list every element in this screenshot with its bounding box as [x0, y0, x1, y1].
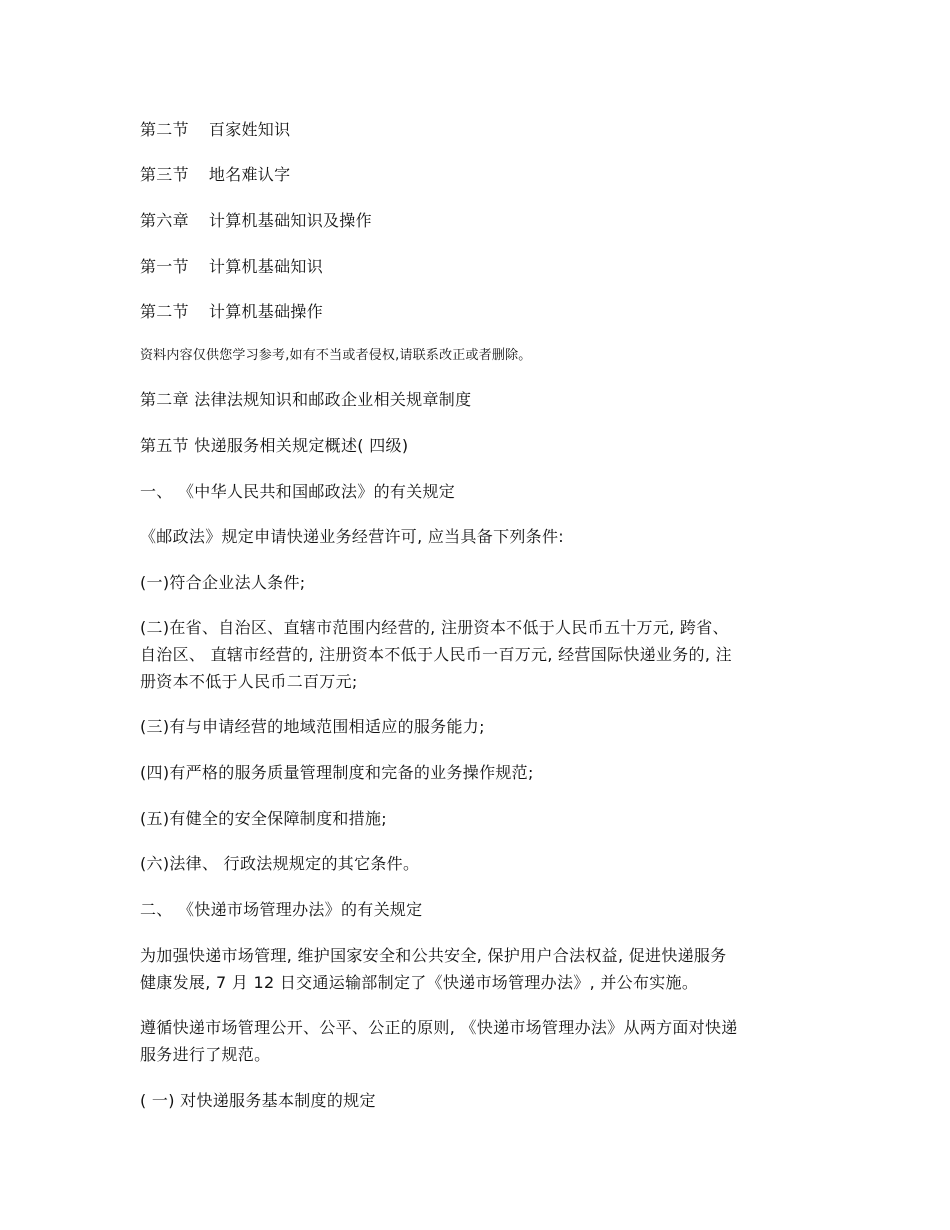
chapter-heading: 第二章 法律法规知识和邮政企业相关规章制度 [140, 390, 472, 409]
section-title: 百家姓知识 [208, 120, 291, 139]
paragraph-line: 为加强快递市场管理, 维护国家安全和公共安全, 保护用户合法权益, 促进快递服务 [140, 946, 727, 965]
section-number: 第三节 [140, 165, 189, 184]
toc-line [140, 302, 323, 322]
subsection-heading: ( 一) 对快递服务基本制度的规定 [140, 1091, 376, 1110]
chapter-title: 计算机基础知识及操作 [208, 211, 372, 230]
chapter-number: 第六章 [140, 211, 189, 230]
subsection-heading: 一、 《中华人民共和国邮政法》的有关规定 [140, 482, 456, 501]
section-title: 计算机基础知识 [208, 257, 324, 276]
paragraph: 《邮政法》规定申请快递业务经营许可, 应当具备下列条件: [140, 527, 564, 546]
list-item: (六)法律、 行政法规规定的其它条件。 [140, 854, 420, 873]
paragraph-line: 健康发展, 7 月 12 日交通运输部制定了《快递市场管理办法》, 并公布实施。 [140, 973, 699, 992]
list-item: (四)有严格的服务质量管理制度和完备的业务操作规范; [140, 763, 534, 782]
paragraph-line: 遵循快递市场管理公开、公平、公正的原则, 《快递市场管理办法》从两方面对快递 [140, 1018, 738, 1037]
disclaimer-text: 资料内容仅供您学习参考,如有不当或者侵权,请联系改正或者删除。 [140, 348, 532, 363]
toc-line [140, 211, 372, 231]
list-item-line: (二)在省、自治区、直辖市范围内经营的, 注册资本不低于人民币五十万元, 跨省、 [140, 618, 729, 637]
list-item-line: 册资本不低于人民币二百万元; [140, 672, 358, 691]
section-heading: 第五节 快递服务相关规定概述( 四级) [140, 436, 409, 455]
section-title: 计算机基础操作 [208, 302, 324, 321]
toc-line [140, 257, 323, 277]
section-title: 地名难认字 [208, 165, 291, 184]
paragraph-line: 服务进行了规范。 [140, 1045, 271, 1064]
list-item: (五)有健全的安全保障制度和措施; [140, 809, 387, 828]
list-item-line: 自治区、 直辖市经营的, 注册资本不低于人民币一百万元, 经营国际快递业务的, 注 [140, 645, 732, 664]
list-item: (一)符合企业法人条件; [140, 573, 306, 592]
section-number: 第二节 [140, 120, 189, 139]
subsection-heading: 二、 《快递市场管理办法》的有关规定 [140, 900, 423, 919]
toc-line [140, 165, 290, 185]
list-item: (三)有与申请经营的地域范围相适应的服务能力; [140, 717, 485, 736]
section-number: 第二节 [140, 302, 189, 321]
section-number: 第一节 [140, 257, 189, 276]
toc-line [140, 120, 290, 140]
